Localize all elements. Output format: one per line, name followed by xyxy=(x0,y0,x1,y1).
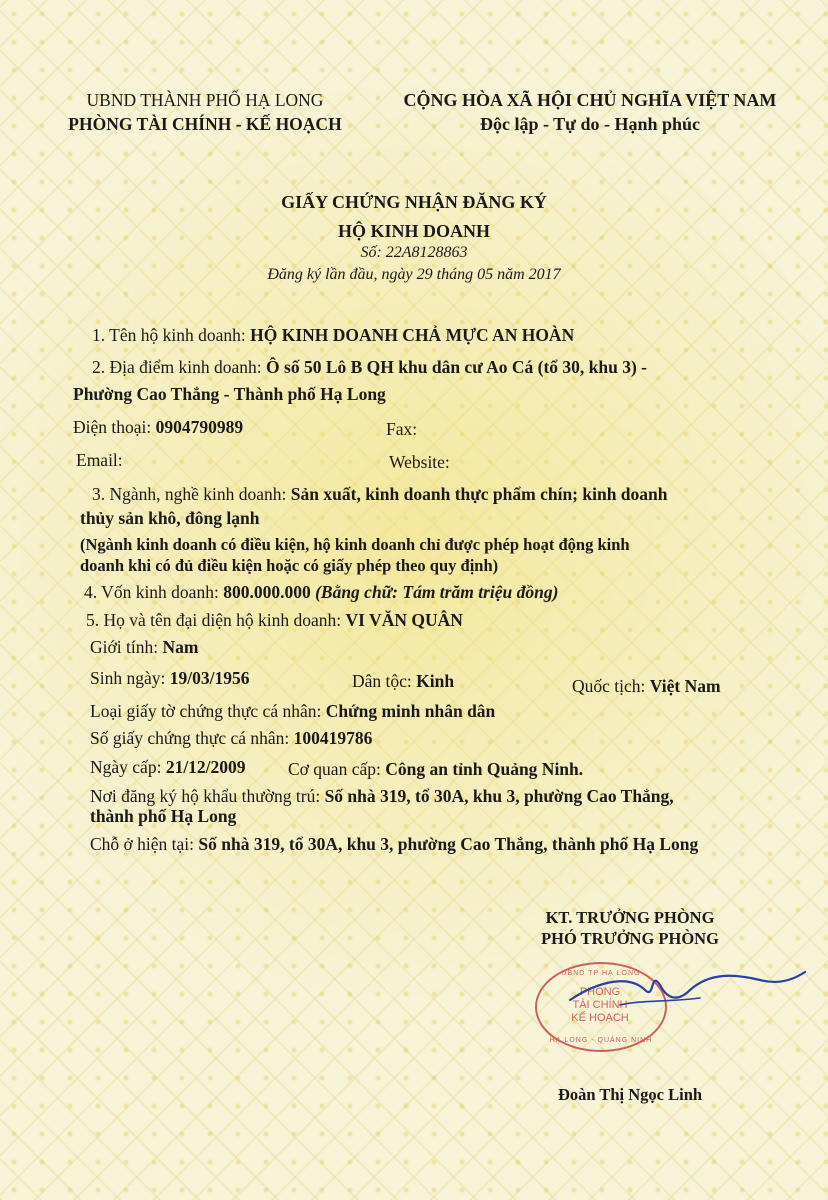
representative-value: VI VĂN QUÂN xyxy=(345,610,463,630)
ethnic-value: Kinh xyxy=(416,671,455,691)
nationality-label: Quốc tịch: xyxy=(572,676,646,696)
seal-line-3: KẾ HOẠCH xyxy=(571,1012,629,1024)
condition-note-1: (Ngành kinh doanh có điều kiện, hộ kinh doanh chỉ được phép hoạt động kinh xyxy=(80,535,630,554)
representative-label: 5. Họ và tên đại diện hộ kinh doanh: xyxy=(86,610,342,630)
gender-row xyxy=(90,637,198,658)
condition-note-2: doanh khi có đủ điều kiện hoặc có giấy phép theo quy định) xyxy=(80,556,499,575)
dob-label: Sinh ngày: xyxy=(90,668,166,688)
email-label: Email: xyxy=(76,450,123,470)
location-row xyxy=(92,357,647,378)
seal-line-2: TÀI CHÍNH xyxy=(572,999,628,1011)
handwritten-signature xyxy=(560,960,810,1020)
id-number-label: Số giấy chứng thực cá nhân: xyxy=(90,728,290,748)
nation-header xyxy=(380,88,800,136)
ethnic-label: Dân tộc: xyxy=(352,671,412,691)
signature-title-2: PHÓ TRƯỞNG PHÒNG xyxy=(541,929,719,948)
id-type-row xyxy=(90,701,495,722)
signature-title-1: KT. TRƯỞNG PHÒNG xyxy=(545,908,715,927)
capital-label: 4. Vốn kinh doanh: xyxy=(84,582,219,602)
id-type-value: Chứng minh nhân dân xyxy=(325,701,496,721)
current-address-value: Số nhà 319, tổ 30A, khu 3, phường Cao Thắng, thành phố Hạ Long xyxy=(198,834,699,854)
fax-label: Fax: xyxy=(386,419,418,439)
capital-words: (Bằng chữ: Tám trăm triệu đồng) xyxy=(315,582,559,602)
industry-value-2: thủy sản khô, đông lạnh xyxy=(80,508,260,528)
industry-row xyxy=(92,484,668,505)
residence-value-1: Số nhà 319, tổ 30A, khu 3, phường Cao Thắng, xyxy=(324,786,674,806)
seal-ring-top: UBND TP HẠ LONG xyxy=(561,970,641,977)
ethnic-row xyxy=(352,671,454,692)
business-name-row xyxy=(92,325,574,346)
industry-label: 3. Ngành, nghề kinh doanh: xyxy=(92,484,287,504)
agency-header xyxy=(40,88,370,136)
seal-ring-bottom: HẠ LONG - QUẢNG NINH xyxy=(549,1037,653,1044)
nationality-value: Việt Nam xyxy=(649,676,721,696)
title-line-1: GIẤY CHỨNG NHẬN ĐĂNG KÝ xyxy=(281,192,547,212)
capital-row xyxy=(84,582,558,603)
id-number-value: 100419786 xyxy=(293,728,373,748)
nation-line-1: CỘNG HÒA XÃ HỘI CHỦ NGHĨA VIỆT NAM xyxy=(403,90,777,110)
location-value-1: Ô số 50 Lô B QH khu dân cư Ao Cá (tổ 30, khu 3) - xyxy=(266,357,648,377)
issuer-value: Công an tỉnh Quảng Ninh. xyxy=(385,759,584,779)
phone-value: 0904790989 xyxy=(155,417,244,437)
issue-date-label: Ngày cấp: xyxy=(90,757,162,777)
gender-value: Nam xyxy=(162,637,199,657)
issue-date-row xyxy=(90,757,246,778)
phone-label: Điện thoại: xyxy=(73,417,152,437)
issuer-label: Cơ quan cấp: xyxy=(288,759,381,779)
residence-label: Nơi đăng ký hộ khẩu thường trú: xyxy=(90,786,321,806)
certificate-number: Số: 22A8128863 xyxy=(360,244,468,261)
registration-date: Đăng ký lần đầu, ngày 29 tháng 05 năm 2017 xyxy=(267,266,561,283)
signer-name: Đoàn Thị Ngọc Linh xyxy=(557,1085,703,1104)
issuer-row xyxy=(288,759,583,780)
business-name-value: HỘ KINH DOANH CHẢ MỰC AN HOÀN xyxy=(250,325,575,345)
location-value-2: Phường Cao Thắng - Thành phố Hạ Long xyxy=(73,384,386,404)
id-type-label: Loại giấy tờ chứng thực cá nhân: xyxy=(90,701,322,721)
phone-row xyxy=(73,417,243,438)
gender-label: Giới tính: xyxy=(90,637,159,657)
nationality-row xyxy=(572,676,721,697)
current-address-row xyxy=(90,834,698,855)
id-number-row xyxy=(90,728,372,749)
business-name-label: 1. Tên hộ kinh doanh: xyxy=(92,325,246,345)
website-label: Website: xyxy=(389,452,450,472)
seal-line-1: PHÒNG xyxy=(579,986,621,998)
residence-value-2: thành phố Hạ Long xyxy=(90,806,237,826)
nation-line-2: Độc lập - Tự do - Hạnh phúc xyxy=(479,114,701,134)
industry-value-1: Sản xuất, kinh doanh thực phẩm chín; kinh doanh xyxy=(290,484,668,504)
representative-row xyxy=(86,610,463,631)
title-line-2: HỘ KINH DOANH xyxy=(337,221,490,241)
residence-row xyxy=(90,786,674,807)
capital-value: 800.000.000 xyxy=(223,582,311,602)
dob-row xyxy=(90,668,249,689)
location-label: 2. Địa điểm kinh doanh: xyxy=(92,357,262,377)
dob-value: 19/03/1956 xyxy=(169,668,250,688)
agency-line-2: PHÒNG TÀI CHÍNH - KẾ HOẠCH xyxy=(68,114,342,134)
issue-date-value: 21/12/2009 xyxy=(165,757,246,777)
current-address-label: Chỗ ở hiện tại: xyxy=(90,834,195,854)
agency-line-1: UBND THÀNH PHỐ HẠ LONG xyxy=(86,90,324,110)
